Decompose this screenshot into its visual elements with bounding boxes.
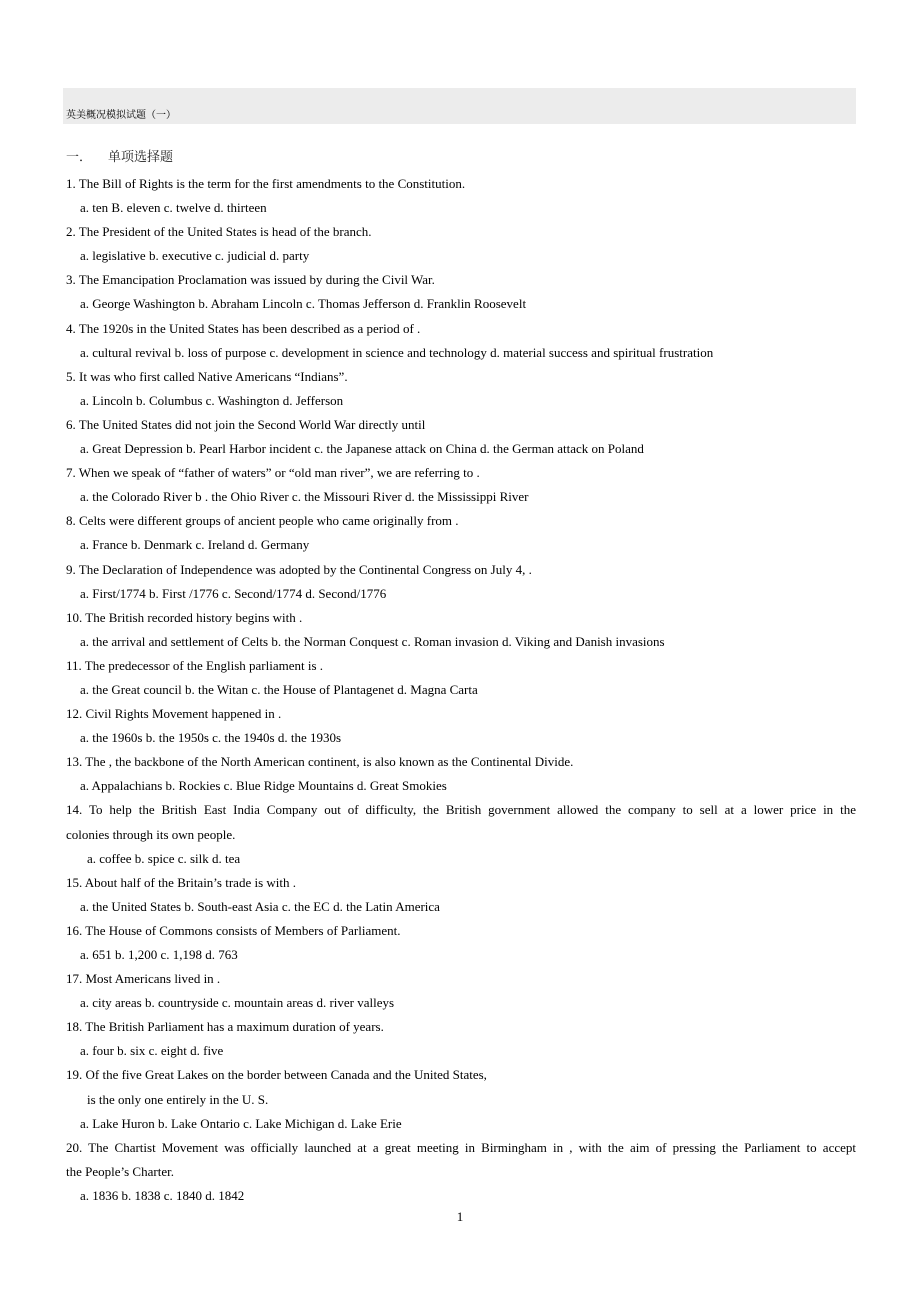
question-8-stem: 8. Celts were different groups of ancient people who came originally from . [66, 513, 459, 529]
question-15-options: a. the United States b. South-east Asia c. the EC d. the Latin America [80, 898, 440, 914]
question-3-options: a. George Washington b. Abraham Lincoln c. Thomas Jefferson d. Franklin Roosevelt [80, 296, 527, 312]
question-2-stem: 2. The President of the United States is head of the branch. [66, 224, 372, 240]
question-17-options: a. city areas b. countryside c. mountain areas d. river valleys [80, 995, 395, 1011]
question-9-stem: 9. The Declaration of Independence was adopted by the Continental Congress on July 4, . [66, 561, 532, 577]
question-19-stem-line2: is the only one entirely in the U. S. [87, 1091, 269, 1107]
question-11-options: a. the Great council b. the Witan c. the House of Plantagenet d. Magna Carta [80, 681, 478, 697]
question-13-stem: 13. The , the backbone of the North American continent, is also known as the Continental Divide. [66, 754, 574, 770]
question-1-stem: 1. The Bill of Rights is the term for the first amendments to the Constitution. [66, 176, 466, 191]
question-9-options: a. First/1774 b. First /1776 c. Second/1774 d. Second/1776 [80, 585, 387, 601]
section-title: 单项选择题 [108, 150, 174, 165]
question-13-options: a. Appalachians b. Rockies c. Blue Ridge Mountains d. Great Smokies [80, 778, 447, 794]
question-20-stem-line1: 20. The Chartist Movement was officially launched at a great meeting in Birmingham in , with the aim of pressing the Parliament to accept [66, 1139, 856, 1155]
question-17-stem: 17. Most Americans lived in . [66, 971, 221, 987]
question-2-options: a. legislative b. executive c. judicial d. party [80, 248, 310, 264]
document-title: 英美概况模拟试题（一） [66, 110, 176, 121]
question-5-stem: 5. It was who first called Native Americans “Indians”. [66, 368, 348, 384]
question-16-stem: 16. The House of Commons consists of Members of Parliament. [66, 922, 401, 938]
question-10-stem: 10. The British recorded history begins with . [66, 609, 303, 625]
question-3-stem: 3. The Emancipation Proclamation was issued by during the Civil War. [66, 272, 435, 288]
question-11-stem: 11. The predecessor of the English parliament is . [66, 657, 324, 673]
question-12-options: a. the 1960s b. the 1950s c. the 1940s d. the 1930s [80, 730, 342, 746]
question-4-options: a. cultural revival b. loss of purpose c. development in science and technology d. material success and spiritual frustration [80, 344, 714, 360]
question-8-options: a. France b. Denmark c. Ireland d. Germany [80, 537, 310, 553]
question-19-stem-line1: 19. Of the five Great Lakes on the border between Canada and the United States, [66, 1067, 487, 1083]
question-14-options: a. coffee b. spice c. silk d. tea [87, 850, 241, 866]
question-15-stem: 15. About half of the Britain’s trade is with . [66, 874, 296, 890]
question-1-options: a. ten B. eleven c. twelve d. thirteen [80, 200, 267, 216]
question-20-stem-line2: the People’s Charter. [66, 1163, 174, 1179]
question-4-stem: 4. The 1920s in the United States has been described as a period of . [66, 320, 421, 336]
question-6-stem: 6. The United States did not join the Second World War directly until [66, 416, 426, 432]
question-6-options: a. Great Depression b. Pearl Harbor incident c. the Japanese attack on China d. the German attack on Poland [80, 441, 644, 457]
question-18-options: a. four b. six c. eight d. five [80, 1043, 224, 1059]
question-5-options: a. Lincoln b. Columbus c. Washington d. Jefferson [80, 392, 344, 408]
question-14-stem-line2: colonies through its own people. [66, 826, 236, 842]
question-20-options: a. 1836 b. 1838 c. 1840 d. 1842 [80, 1187, 245, 1203]
question-12-stem: 12. Civil Rights Movement happened in . [66, 706, 282, 722]
question-16-options: a. 651 b. 1,200 c. 1,198 d. 763 [80, 947, 238, 962]
header-band [63, 88, 856, 124]
question-10-options: a. the arrival and settlement of Celts b. the Norman Conquest c. Roman invasion d. Viking and Danish invasions [80, 633, 665, 649]
question-18-stem: 18. The British Parliament has a maximum duration of years. [66, 1019, 384, 1035]
section-heading [66, 149, 173, 167]
question-7-stem: 7. When we speak of “father of waters” or “old man river”, we are referring to . [66, 465, 480, 481]
question-list [66, 172, 856, 1208]
question-19-options: a. Lake Huron b. Lake Ontario c. Lake Michigan d. Lake Erie [80, 1115, 402, 1131]
question-7-options: a. the Colorado River b . the Ohio River c. the Missouri River d. the Mississippi River [80, 489, 529, 505]
section-number: 一． [66, 150, 93, 165]
question-14-stem-line1: 14. To help the British East India Company out of difficulty, the British government allowed the company to sell at a lower price in the [66, 802, 856, 818]
page-number: 1 [456, 1209, 464, 1224]
